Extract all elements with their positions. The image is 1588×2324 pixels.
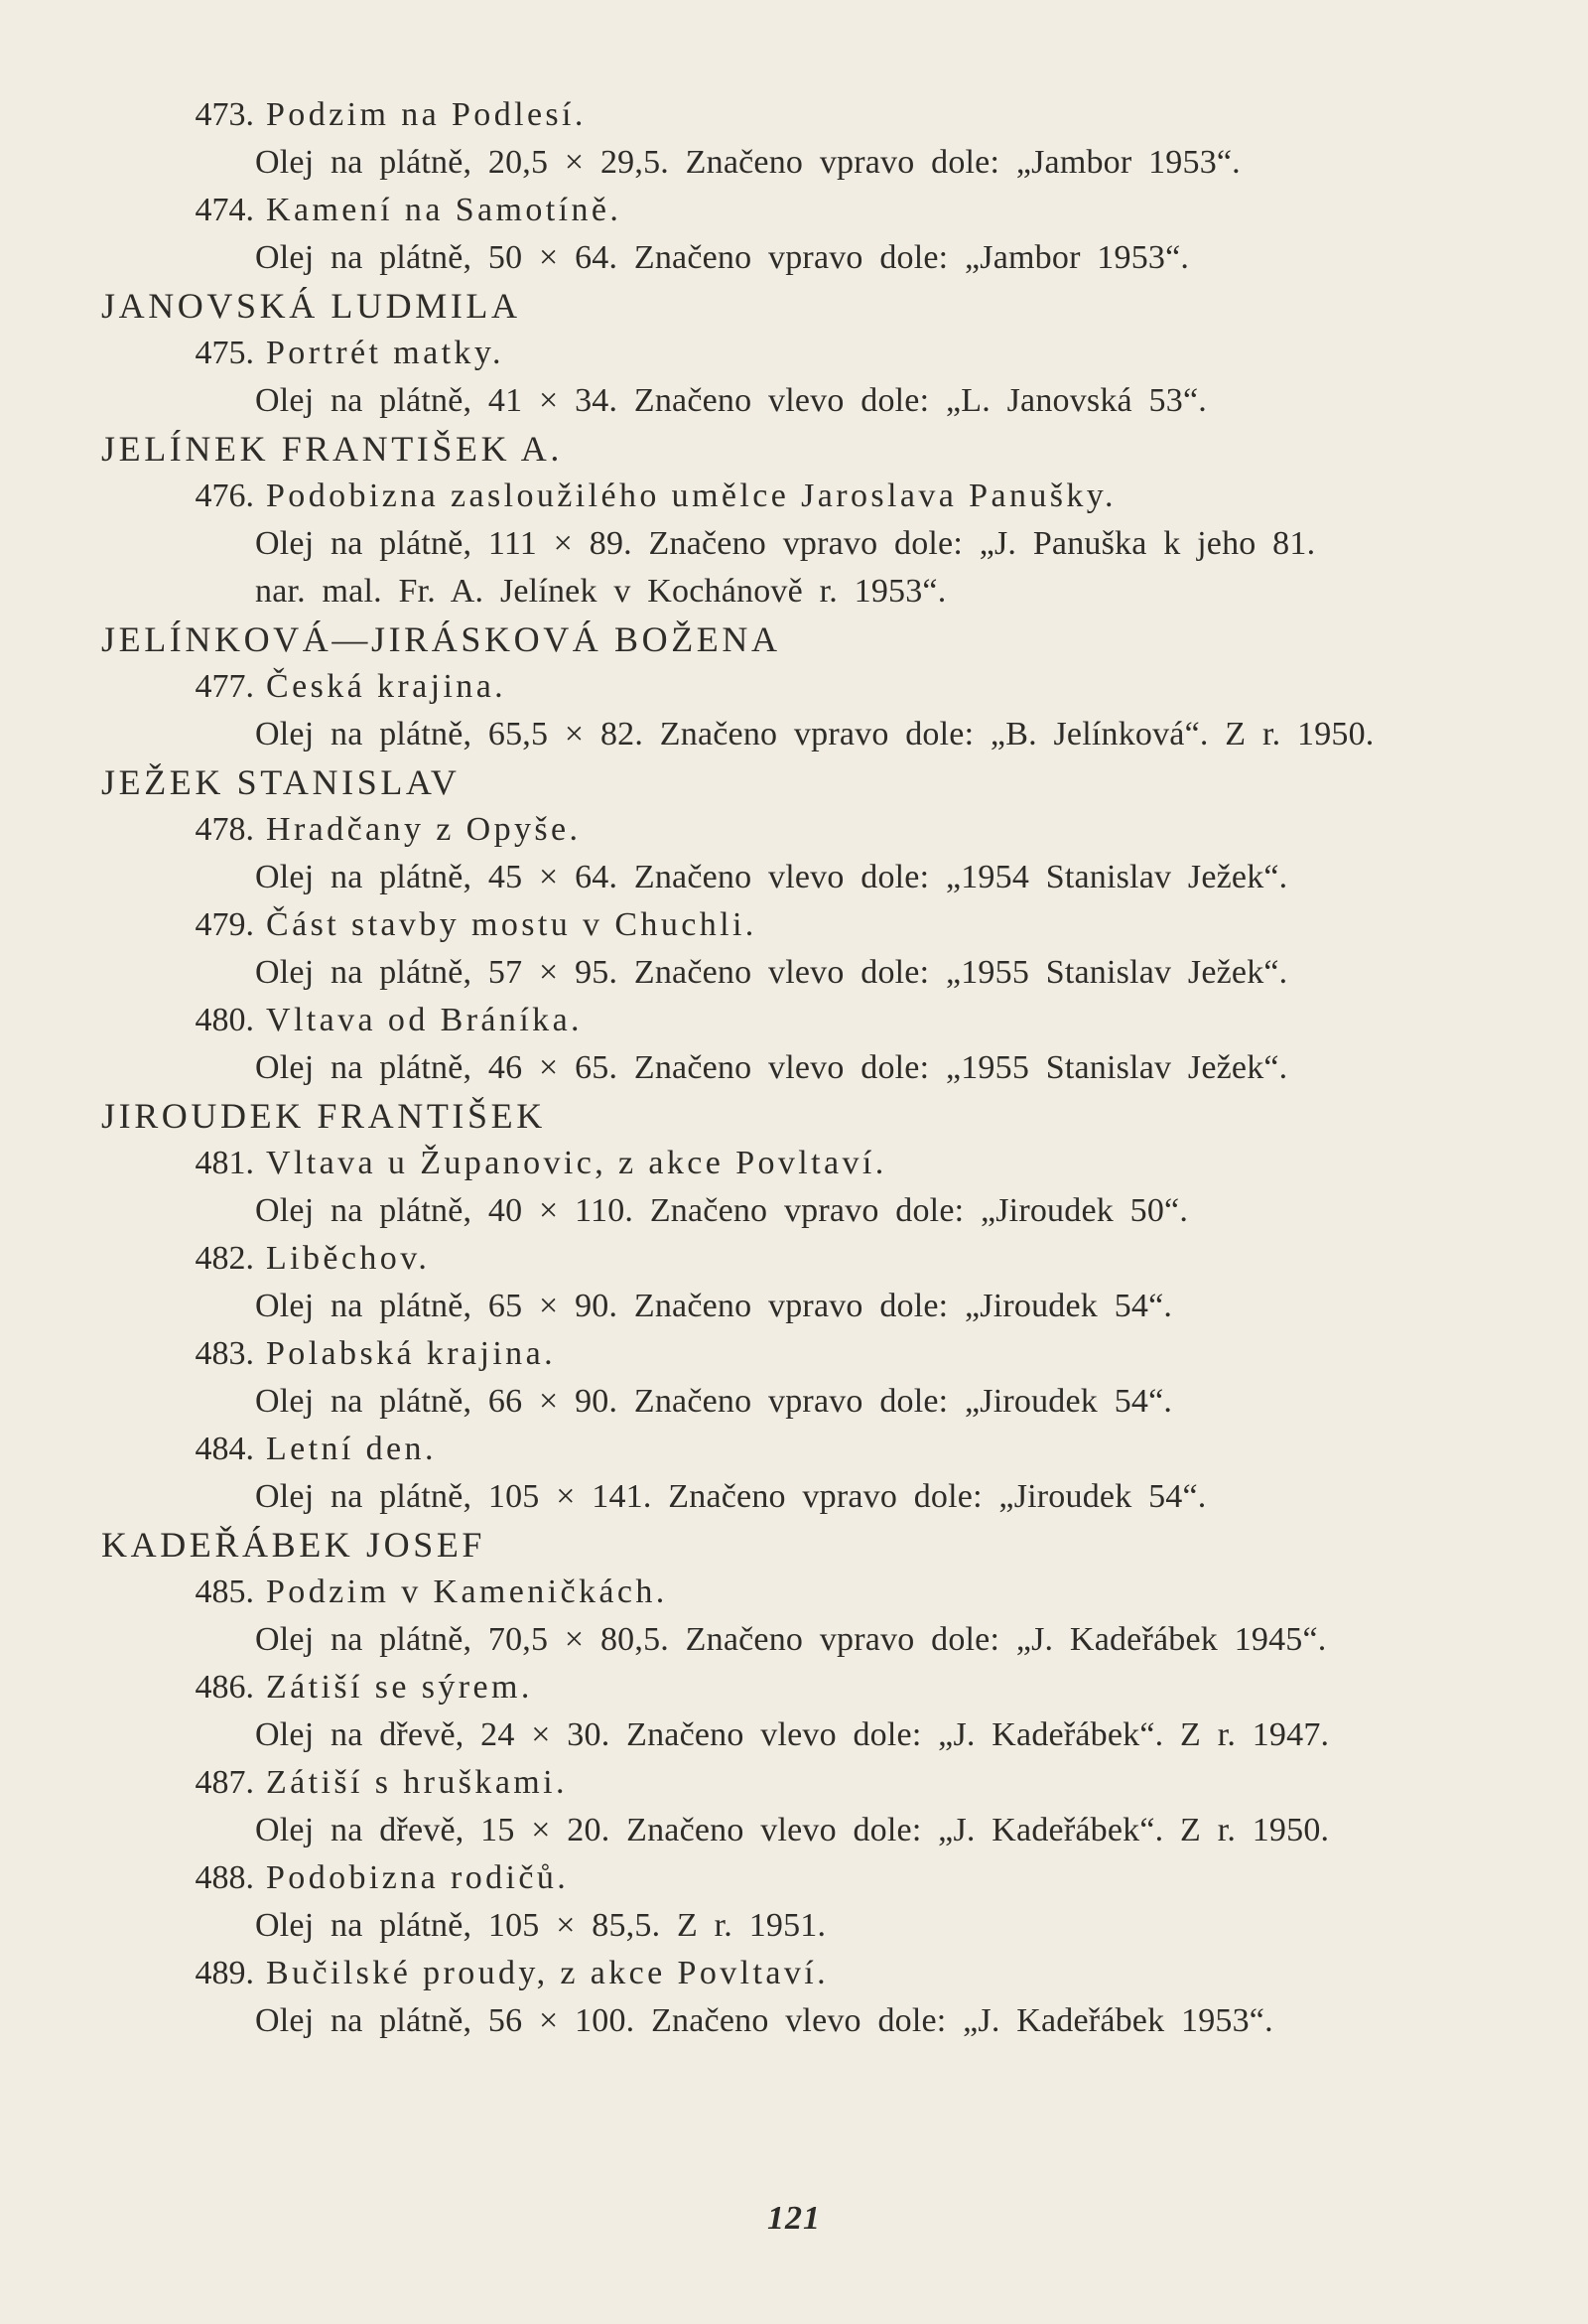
entry-title-row — [99, 330, 1528, 377]
entry-number: 485. — [195, 1573, 254, 1610]
artist-heading: KADEŘÁBEK JOSEF — [101, 1525, 486, 1565]
artwork-title: Polabská krajina. — [266, 1335, 556, 1372]
entry-title-row — [99, 187, 1528, 234]
catalog-entry — [99, 1950, 1528, 2045]
artwork-description: Olej na dřevě, 24 × 30. Značeno vlevo dole: „J. Kadeřábek“. Z r. 1947. — [255, 1716, 1330, 1753]
catalog-entry — [99, 997, 1528, 1092]
entry-number: 476. — [195, 478, 254, 514]
entry-title-row — [99, 473, 1528, 520]
artwork-title: Liběchov. — [266, 1240, 431, 1277]
catalog-entry — [99, 1235, 1528, 1330]
artwork-description: nar. mal. Fr. A. Jelínek v Kochánově r. 1953“. — [255, 573, 947, 610]
entry-title-row — [99, 1569, 1528, 1616]
catalog-entry — [99, 1759, 1528, 1854]
catalog-entry — [99, 1330, 1528, 1426]
artwork-title: Kamení na Samotíně. — [266, 192, 622, 228]
entry-title-row — [99, 1426, 1528, 1473]
catalog-entry — [99, 473, 1528, 615]
artwork-description: Olej na plátně, 65,5 × 82. Značeno vpravo dole: „B. Jelínková“. Z r. 1950. — [255, 716, 1375, 752]
entry-number: 477. — [195, 668, 254, 705]
artwork-title: Podobizna rodičů. — [266, 1859, 570, 1896]
entry-title-row — [99, 997, 1528, 1044]
entry-title-row — [99, 1759, 1528, 1807]
artwork-description: Olej na plátně, 50 × 64. Značeno vpravo dole: „Jambor 1953“. — [255, 239, 1190, 276]
artwork-description: Olej na plátně, 46 × 65. Značeno vlevo dole: „1955 Stanislav Ježek“. — [255, 1049, 1288, 1086]
artwork-description: Olej na dřevě, 15 × 20. Značeno vlevo dole: „J. Kadeřábek“. Z r. 1950. — [255, 1812, 1330, 1848]
entry-number: 473. — [195, 96, 254, 133]
entry-number: 488. — [195, 1859, 254, 1896]
artwork-title: Hradčany z Opyše. — [266, 811, 582, 848]
entry-number: 478. — [195, 811, 254, 848]
artwork-title: Podzim v Kameničkách. — [266, 1573, 668, 1610]
artwork-title: Letní den. — [266, 1431, 437, 1467]
artwork-title: Podzim na Podlesí. — [266, 96, 587, 133]
entry-number: 474. — [195, 192, 254, 228]
entry-number: 482. — [195, 1240, 254, 1277]
entry-number: 489. — [195, 1955, 254, 1991]
entry-number: 487. — [195, 1764, 254, 1801]
catalog-entry — [99, 806, 1528, 901]
catalog-entry — [99, 330, 1528, 425]
entry-title-row — [99, 806, 1528, 854]
artwork-title: Bučilské proudy, z akce Povltaví. — [266, 1955, 829, 1991]
artwork-description: Olej na plátně, 66 × 90. Značeno vpravo dole: „Jiroudek 54“. — [255, 1383, 1173, 1420]
entry-number: 483. — [195, 1335, 254, 1372]
artist-heading: JELÍNKOVÁ—JIRÁSKOVÁ BOŽENA — [101, 619, 781, 659]
catalog-entry — [99, 91, 1528, 187]
entry-number: 484. — [195, 1431, 254, 1467]
entry-title-row — [99, 1854, 1528, 1902]
catalog-entry — [99, 1664, 1528, 1759]
entry-number: 486. — [195, 1669, 254, 1706]
entry-title-row — [99, 91, 1528, 139]
page-number: 121 — [767, 2200, 821, 2237]
artwork-description: Olej na plátně, 45 × 64. Značeno vlevo dole: „1954 Stanislav Ježek“. — [255, 859, 1288, 895]
catalog-entry — [99, 1426, 1528, 1521]
entry-title-row — [99, 901, 1528, 949]
entry-number: 481. — [195, 1145, 254, 1181]
entry-title-row — [99, 1330, 1528, 1378]
entry-number: 479. — [195, 906, 254, 943]
catalog-list — [99, 91, 1528, 2045]
catalog-entry — [99, 1140, 1528, 1235]
artwork-description: Olej na plátně, 40 × 110. Značeno vpravo dole: „Jiroudek 50“. — [255, 1192, 1189, 1229]
entry-title-row — [99, 663, 1528, 711]
catalog-entry — [99, 1854, 1528, 1950]
artist-heading: JELÍNEK FRANTIŠEK A. — [101, 429, 563, 469]
entry-number: 480. — [195, 1002, 254, 1038]
entry-title-row — [99, 1235, 1528, 1283]
artist-heading: JEŽEK STANISLAV — [101, 762, 461, 802]
artwork-description: Olej na plátně, 65 × 90. Značeno vpravo dole: „Jiroudek 54“. — [255, 1288, 1173, 1324]
artwork-description: Olej na plátně, 70,5 × 80,5. Značeno vpravo dole: „J. Kadeřábek 1945“. — [255, 1621, 1327, 1658]
artwork-description: Olej na plátně, 41 × 34. Značeno vlevo dole: „L. Janovská 53“. — [255, 382, 1207, 419]
artwork-title: Část stavby mostu v Chuchli. — [266, 906, 757, 943]
artwork-description: Olej na plátně, 105 × 85,5. Z r. 1951. — [255, 1907, 827, 1944]
artwork-description: Olej na plátně, 111 × 89. Značeno vpravo dole: „J. Panuška k jeho 81. — [255, 525, 1316, 562]
entry-title-row — [99, 1140, 1528, 1187]
artwork-title: Vltava od Bráníka. — [266, 1002, 583, 1038]
artwork-description: Olej na plátně, 56 × 100. Značeno vlevo dole: „J. Kadeřábek 1953“. — [255, 2002, 1273, 2039]
artwork-description: Olej na plátně, 57 × 95. Značeno vlevo dole: „1955 Stanislav Ježek“. — [255, 954, 1288, 991]
catalog-entry — [99, 1569, 1528, 1664]
artwork-title: Česká krajina. — [266, 668, 507, 705]
catalog-entry — [99, 901, 1528, 997]
artwork-title: Vltava u Županovic, z akce Povltaví. — [266, 1145, 887, 1181]
artwork-title: Zátiší se sýrem. — [266, 1669, 533, 1706]
catalog-entry — [99, 187, 1528, 282]
artwork-title: Zátiší s hruškami. — [266, 1764, 568, 1801]
artist-heading: JIROUDEK FRANTIŠEK — [101, 1096, 546, 1136]
artwork-description: Olej na plátně, 105 × 141. Značeno vpravo dole: „Jiroudek 54“. — [255, 1478, 1207, 1515]
entry-title-row — [99, 1950, 1528, 1997]
artist-heading: JANOVSKÁ LUDMILA — [101, 286, 521, 326]
entry-title-row — [99, 1664, 1528, 1711]
artwork-title: Portrét matky. — [266, 335, 504, 371]
catalog-entry — [99, 663, 1528, 758]
entry-number: 475. — [195, 335, 254, 371]
artwork-title: Podobizna zasloužilého umělce Jaroslava Panušky. — [266, 478, 1117, 514]
artwork-description: Olej na plátně, 20,5 × 29,5. Značeno vpravo dole: „Jambor 1953“. — [255, 144, 1241, 181]
